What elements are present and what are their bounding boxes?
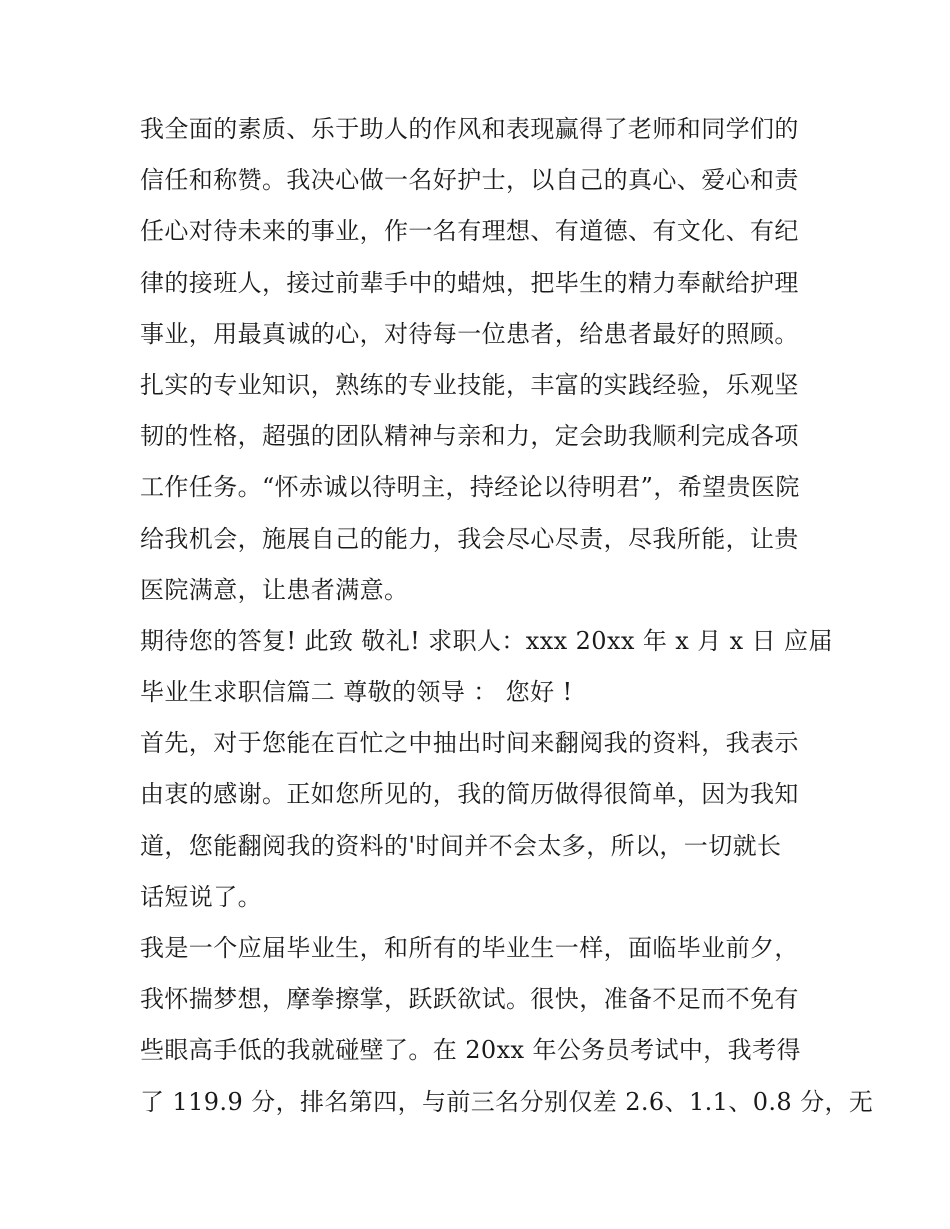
text-line: 我怀揣梦想，摩拳擦掌，跃跃欲试。很快，准备不足而不免有	[140, 985, 799, 1014]
text-line: 了 119.9 分，排名第四，与前三名分别仅差 2.6、1.1、0.8 分，无	[140, 1087, 874, 1116]
text-line: 事业，用最真诚的心，对待每一位患者，给患者最好的照顾。	[140, 319, 799, 348]
text-line: 期待您的答复! 此致 敬礼! 求职人：xxx 20xx 年 x 月 x 日 应届	[140, 626, 833, 655]
text-line: 由衷的感谢。正如您所见的，我的简历做得很简单，因为我知	[140, 780, 799, 809]
text-line: 韧的性格，超强的团队精神与亲和力，定会助我顺利完成各项	[140, 422, 799, 451]
text-line: 些眼高手低的我就碰壁了。在 20xx 年公务员考试中，我考得	[140, 1036, 801, 1065]
text-line: 工作任务。“怀赤诚以待明主，持经论以待明君”，希望贵医院	[140, 473, 800, 502]
body-text	[140, 104, 874, 1128]
text-line: 信任和称赞。我决心做一名好护士，以自己的真心、爱心和责	[140, 166, 799, 195]
text-line: 毕业生求职信篇二 尊敬的领导 ： 您好 !	[140, 678, 573, 707]
text-line: 给我机会，施展自己的能力，我会尽心尽责，尽我所能，让贵	[140, 524, 799, 553]
text-line: 任心对待未来的事业，作一名有理想、有道德、有文化、有纪	[140, 217, 799, 246]
text-line: 首先，对于您能在百忙之中抽出时间来翻阅我的资料，我表示	[140, 729, 799, 758]
text-line: 我全面的素质、乐于助人的作风和表现赢得了老师和同学们的	[140, 115, 799, 143]
text-line: 医院满意，让患者满意。	[140, 575, 409, 604]
text-line: 律的接班人，接过前辈手中的蜡烛，把毕生的精力奉献给护理	[140, 268, 799, 297]
text-line: 我是一个应届毕业生，和所有的毕业生一样，面临毕业前夕，	[140, 934, 799, 962]
text-line: 道，您能翻阅我的资料的'时间并不会太多，所以，一切就长	[140, 831, 782, 860]
text-line: 扎实的专业知识，熟练的专业技能，丰富的实践经验，乐观坚	[140, 370, 799, 399]
text-line: 话短说了。	[140, 882, 262, 911]
